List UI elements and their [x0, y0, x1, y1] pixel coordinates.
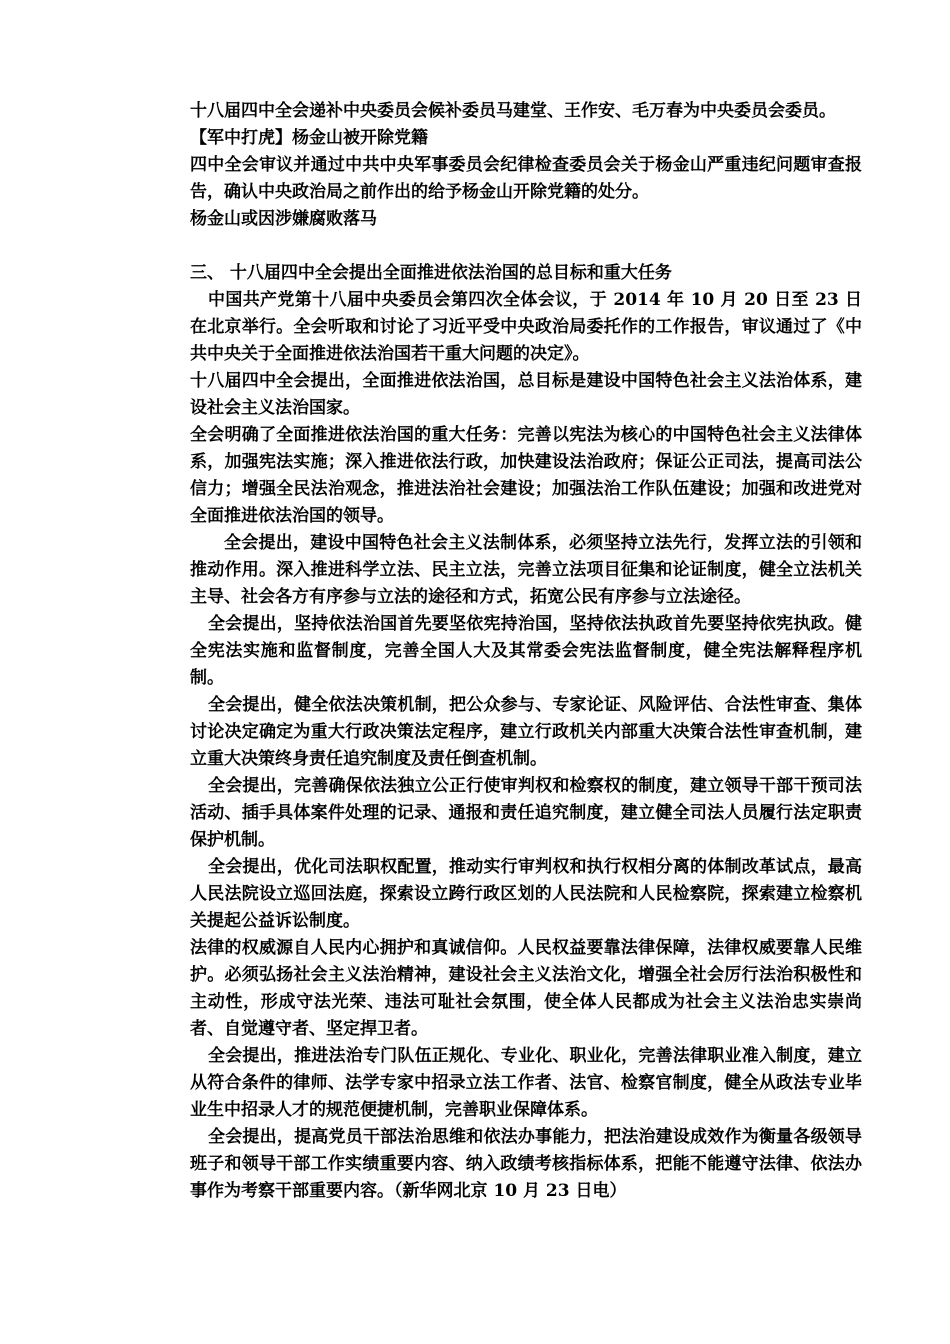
- paragraph-major-tasks: 全会明确了全面推进依法治国的重大任务：完善以宪法为核心的中国特色社会主义法律体系，加强宪法实施；深入推进依法行政，加快建设法治政府；保证公正司法，提高司法公信力；增强全民法治观念，推进法治社会建设；加强法治工作队伍建设；加强和改进党对全面推进依法治国的领导。: [190, 425, 862, 526]
- paragraph-overall-goal: 十八届四中全会提出，全面推进依法治国，总目标是建设中国特色社会主义法治体系，建设社会主义法治国家。: [190, 371, 862, 418]
- section-heading: 三、 十八届四中全会提出全面推进依法治国的总目标和重大任务: [190, 263, 672, 283]
- paragraph-constitution: 全会提出，坚持依法治国首先要坚依宪持治国，坚持依法执政首先要坚持依宪执政。健全宪法实施和监督制度，完善全国人大及其常委会宪法监督制度，健全宪法解释程序机制。: [190, 614, 862, 688]
- blank-line: [190, 233, 862, 260]
- paragraph-judicial-reform: 全会提出，优化司法职权配置，推动实行审判权和执行权相分离的体制改革试点，最高人民法院设立巡回法庭，探索设立跨行政区划的人民法院和人民检察院，探索建立检察机关提起公益诉讼制度。: [190, 857, 862, 931]
- paragraph-committee-members: 十八届四中全会递补中央委员会候补委员马建堂、王作安、毛万春为中央委员会委员。: [190, 101, 836, 121]
- paragraph-decision-mechanism: 全会提出，健全依法决策机制，把公众参与、专家论证、风险评估、合法性审查、集体讨论决定确定为重大行政决策法定程序，建立行政机关内部重大决策合法性审查机制，建立重大决策终身责任追究制度及责任倒查机制。: [190, 695, 862, 769]
- paragraph-corruption: 杨金山或因涉嫌腐败落马: [190, 209, 377, 229]
- paragraph-session-intro: 中国共产党第十八届中央委员会第四次全体会议，于 2014 年 10 月 20 日至 23 日在北京举行。全会听取和讨论了习近平受中央政治局委托作的工作报告，审议通过了《中共中央关于全面推进依法治国若干重大问题的决定》。: [190, 290, 862, 364]
- paragraph-law-authority: 法律的权威源自人民内心拥护和真诚信仰。人民权益要靠法律保障，法律权威要靠人民维护。必须弘扬社会主义法治精神，建设社会主义法治文化，增强全社会厉行法治积极性和主动性，形成守法光荣、违法可耻社会氛围，使全体人民都成为社会主义法治忠实崇尚者、自觉遵守者、坚定捍卫者。: [190, 938, 862, 1039]
- paragraph-legal-workforce: 全会提出，推进法治专门队伍正规化、专业化、职业化，完善法律职业准入制度，建立从符合条件的律师、法学专家中招录立法工作者、法官、检察官制度，健全从政法专业毕业生中招录人才的规范便捷机制，完善职业保障体系。: [190, 1046, 862, 1120]
- paragraph-expulsion: 四中全会审议并通过中共中央军事委员会纪律检查委员会关于杨金山严重违纪问题审查报告，确认中央政治局之前作出的给予杨金山开除党籍的处分。: [190, 155, 862, 202]
- paragraph-subheading-yang-jinshan: 【军中打虎】杨金山被开除党籍: [190, 128, 428, 148]
- document-body: [190, 98, 862, 1205]
- paragraph-legislation: 全会提出，建设中国特色社会主义法制体系，必须坚持立法先行，发挥立法的引领和推动作用。深入推进科学立法、民主立法，完善立法项目征集和论证制度，健全立法机关主导、社会各方有序参与立法的途径和方式，拓宽公民有序参与立法途径。: [190, 533, 862, 607]
- paragraph-party-cadres: 全会提出，提高党员干部法治思维和依法办事能力，把法治建设成效作为衡量各级领导班子和领导干部工作实绩重要内容、纳入政绩考核指标体系，把能不能遵守法律、依法办事作为考察干部重要内容。（新华网北京 10 月 23 日电）: [190, 1127, 862, 1201]
- paragraph-judicial-independence: 全会提出，完善确保依法独立公正行使审判权和检察权的制度，建立领导干部干预司法活动、插手具体案件处理的记录、通报和责任追究制度，建立健全司法人员履行法定职责保护机制。: [190, 776, 862, 850]
